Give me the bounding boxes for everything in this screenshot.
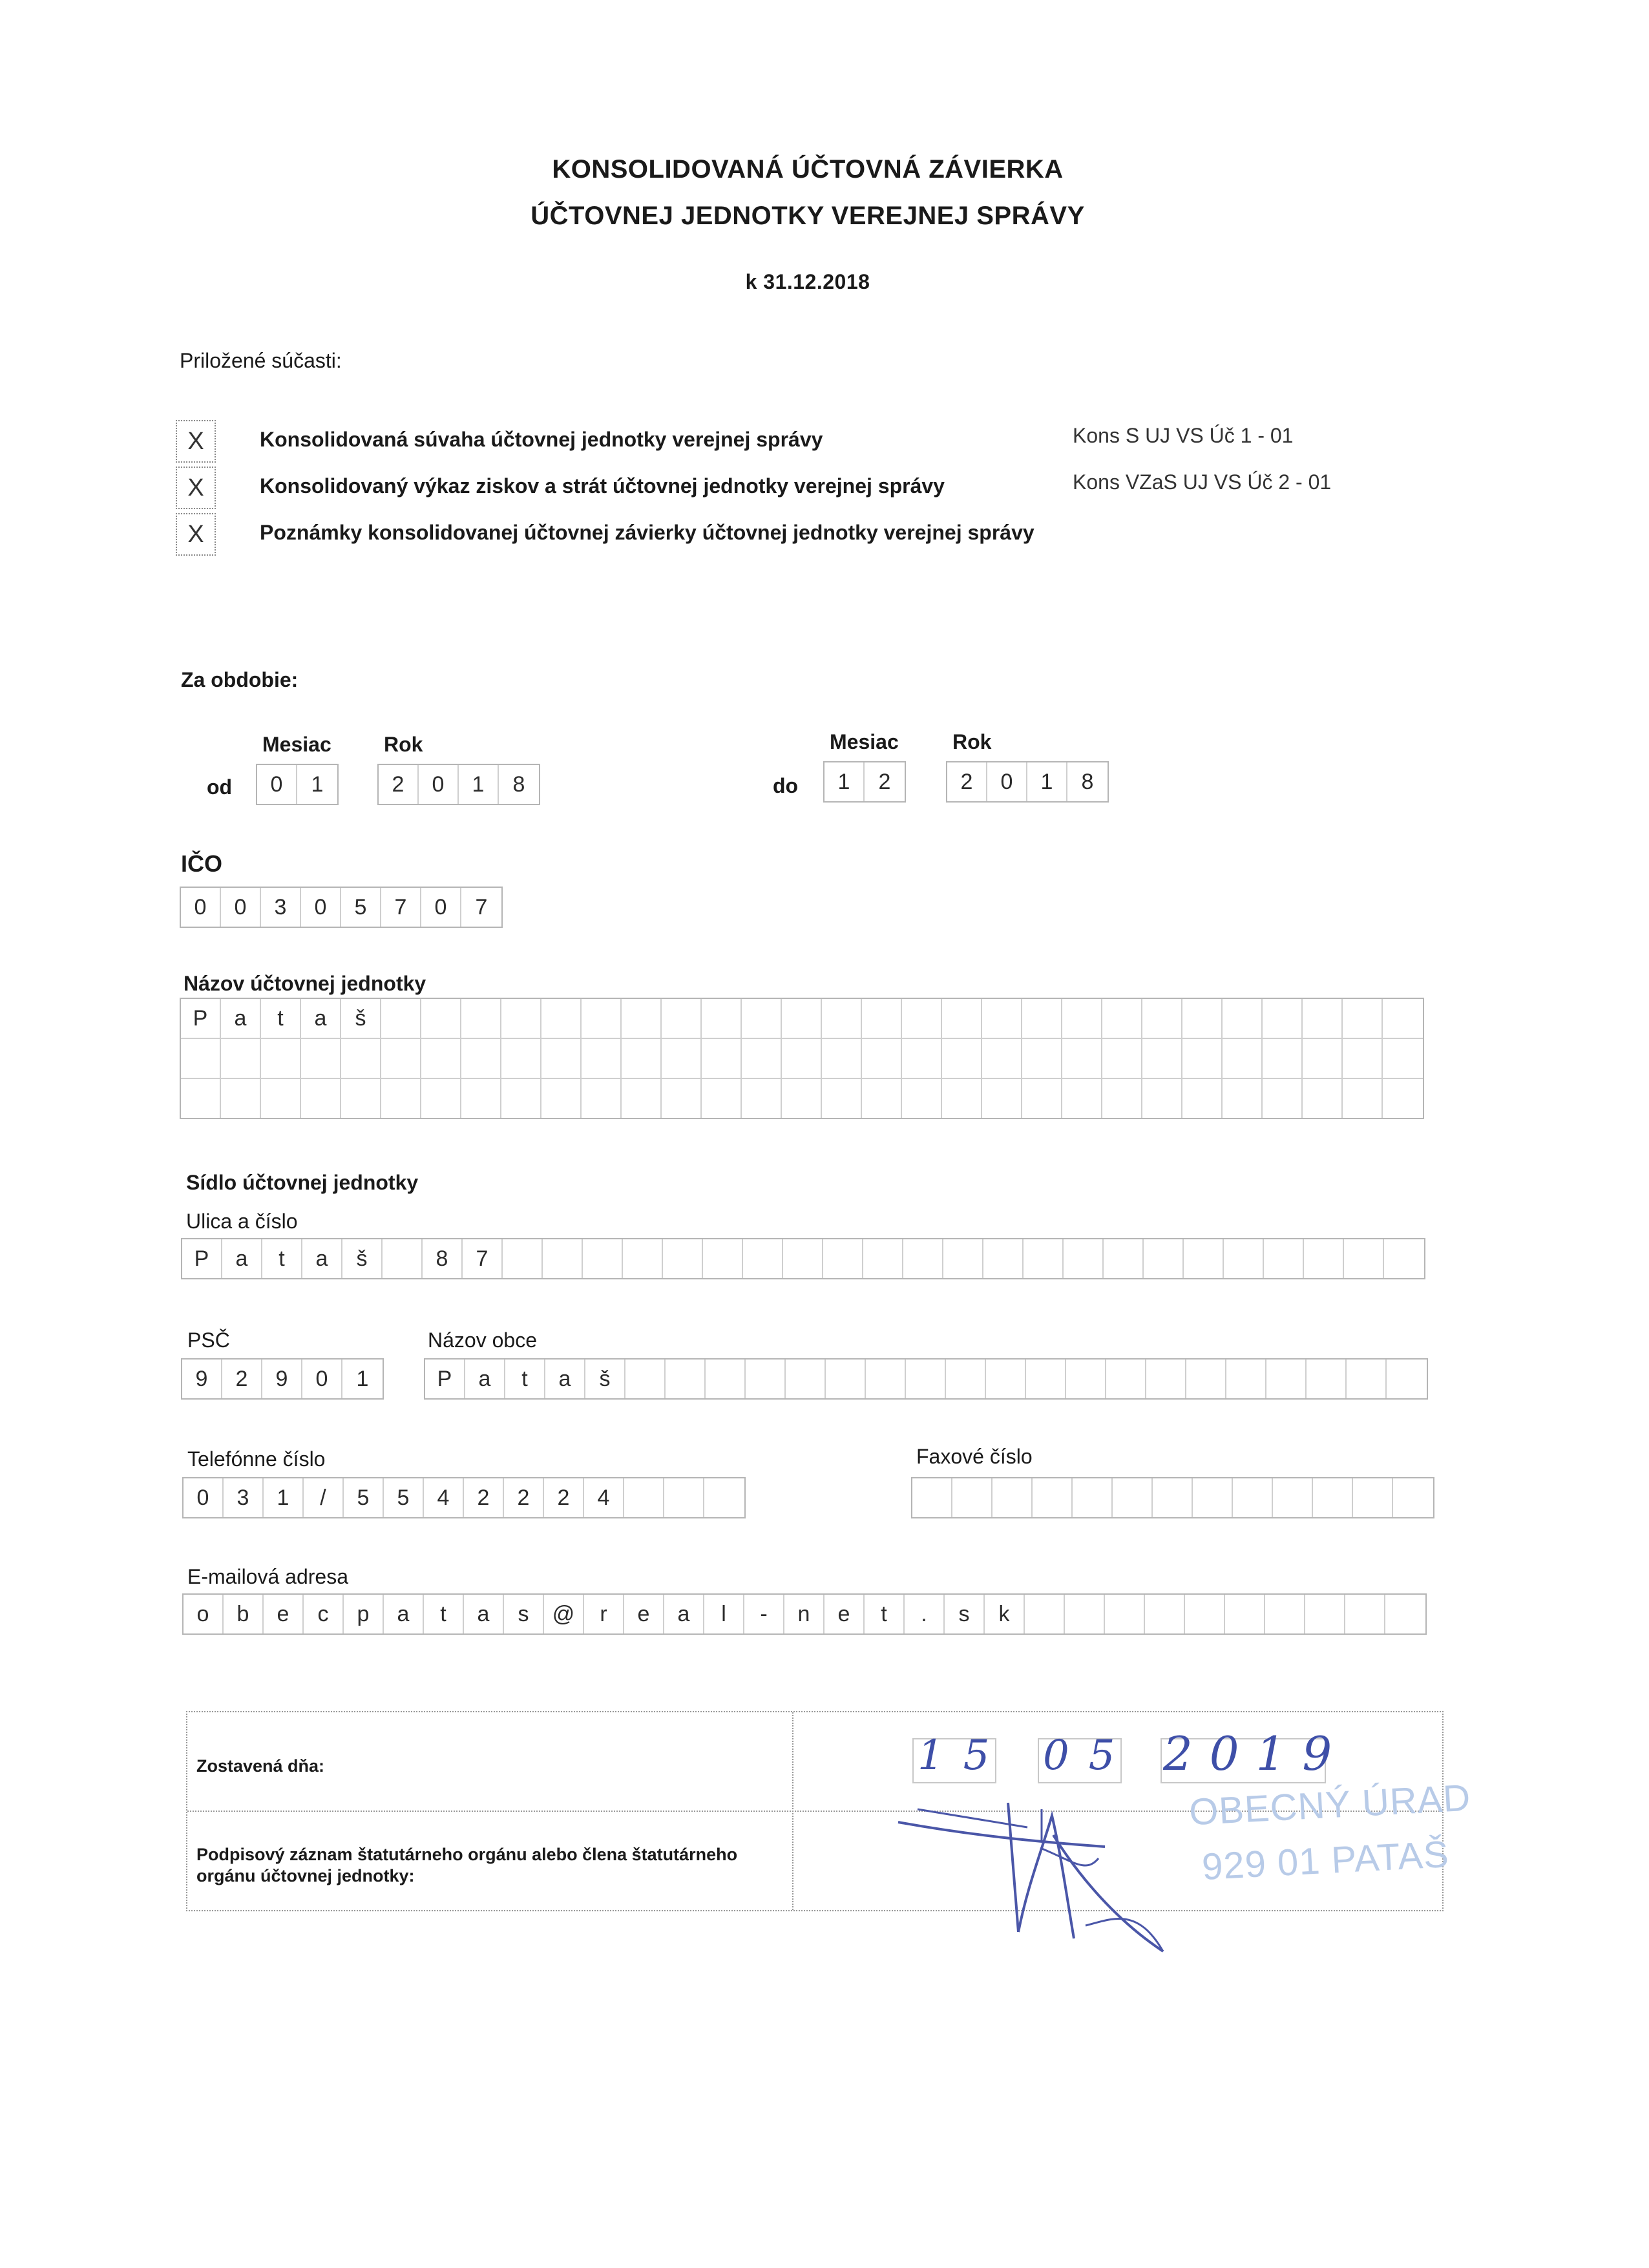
street-field-cell: t — [262, 1239, 302, 1278]
email-field-cell: b — [224, 1595, 264, 1633]
town-field-cell — [1226, 1360, 1266, 1398]
fax-label: Faxové číslo — [916, 1445, 1033, 1468]
entity-name-cell — [421, 1039, 461, 1078]
entity-name-cell — [181, 1079, 221, 1118]
entity-name-cell — [702, 1039, 742, 1078]
street-field-cell — [783, 1239, 823, 1278]
from-year-digit: 2 — [379, 765, 419, 804]
fax-field-cell — [1033, 1478, 1073, 1517]
street-field-cell: a — [222, 1239, 262, 1278]
town-field-cell: t — [505, 1360, 545, 1398]
ico-field[interactable] — [180, 887, 503, 928]
entity-name-cell — [421, 1079, 461, 1118]
street-field-cell — [383, 1239, 423, 1278]
compiled-day[interactable]: 15 — [918, 1732, 1009, 1780]
to-month-digit: 1 — [824, 762, 865, 801]
email-field-cell: @ — [544, 1595, 584, 1633]
phone-label: Telefónne číslo — [187, 1447, 326, 1471]
period-label: Za obdobie: — [181, 668, 299, 691]
ico-digit: 0 — [181, 888, 221, 927]
email-field-cell: e — [824, 1595, 865, 1633]
email-field-cell — [1065, 1595, 1105, 1633]
to-year-digit: 0 — [987, 762, 1027, 801]
street-field-cell — [1304, 1239, 1344, 1278]
entity-name-cell — [541, 1079, 582, 1118]
attachment-text-1: Konsolidovaná súvaha účtovnej jednotky verejnej správy — [260, 428, 823, 451]
signature-record-label: Podpisový záznam štatutárneho orgánu alebo člena štatutárneho orgánu účtovnej jednotky: — [196, 1845, 738, 1885]
street-field-cell — [1104, 1239, 1144, 1278]
street-field-cell: P — [182, 1239, 222, 1278]
from-month-digit: 1 — [311, 772, 324, 797]
entity-name-cell — [381, 999, 421, 1038]
fax-field-cell — [1353, 1478, 1393, 1517]
entity-name-cell — [301, 1079, 341, 1118]
town-field-cell — [1066, 1360, 1106, 1398]
email-field-cell: a — [464, 1595, 504, 1633]
entity-name-cell — [1263, 1039, 1303, 1078]
ico-digit: 3 — [261, 888, 301, 927]
email-field-cell — [1345, 1595, 1385, 1633]
from-year-digit: 1 — [459, 765, 499, 804]
stamp-line1: OBECNÝ ÚRAD — [1188, 1776, 1472, 1834]
town-field-cell — [986, 1360, 1026, 1398]
phone-field-cell: 1 — [264, 1478, 304, 1517]
entity-name-cell — [1062, 999, 1102, 1038]
entity-name-cell — [461, 999, 501, 1038]
street-field-cell — [983, 1239, 1024, 1278]
phone-field-cell: 2 — [504, 1478, 544, 1517]
street-label: Ulica a číslo — [186, 1210, 298, 1233]
email-field-cell — [1385, 1595, 1425, 1633]
report-date: k 31.12.2018 — [745, 270, 870, 293]
from-year-field[interactable] — [377, 764, 540, 805]
street-field-cell — [1344, 1239, 1384, 1278]
fax-field-cell — [1153, 1478, 1193, 1517]
to-year-label: Rok — [952, 730, 992, 753]
email-field-cell: k — [985, 1595, 1025, 1633]
email-field-cell — [1105, 1595, 1145, 1633]
email-field-cell: . — [905, 1595, 945, 1633]
town-field-cell — [1186, 1360, 1226, 1398]
entity-name-cell: P — [181, 999, 221, 1038]
entity-name-cell: a — [301, 999, 341, 1038]
entity-name-cell — [622, 1039, 662, 1078]
entity-name-cell — [1102, 1039, 1142, 1078]
attachment-code-1: Kons S UJ VS Úč 1 - 01 — [1073, 424, 1294, 447]
ico-digit: 0 — [221, 888, 261, 927]
entity-name-cell — [1223, 1039, 1263, 1078]
entity-name-cell — [942, 1079, 982, 1118]
entity-name-cell — [742, 1079, 782, 1118]
entity-name-cell — [982, 999, 1022, 1038]
town-field-cell: š — [585, 1360, 625, 1398]
entity-name-cell — [1142, 999, 1182, 1038]
entity-name-cell — [622, 999, 662, 1038]
entity-name-cell — [501, 999, 541, 1038]
entity-name-cell — [381, 1079, 421, 1118]
stamp-line2: 929 01 PATAŠ — [1201, 1833, 1451, 1888]
street-field-cell — [1064, 1239, 1104, 1278]
email-field-cell — [1225, 1595, 1265, 1633]
email-field-cell: t — [424, 1595, 464, 1633]
to-year-digit: 8 — [1081, 770, 1094, 794]
entity-name-cell — [1303, 999, 1343, 1038]
seat-label: Sídlo účtovnej jednotky — [186, 1171, 419, 1194]
entity-name-cell — [341, 1039, 381, 1078]
street-field-cell: š — [342, 1239, 383, 1278]
entity-name-cell — [1102, 1079, 1142, 1118]
entity-name-cell — [982, 1039, 1022, 1078]
entity-name-cell — [221, 1039, 261, 1078]
entity-name-cell — [1343, 1039, 1383, 1078]
entity-name-cell — [582, 999, 622, 1038]
email-field-cell — [1185, 1595, 1225, 1633]
street-field-cell — [1184, 1239, 1224, 1278]
phone-field-cell: 4 — [424, 1478, 464, 1517]
email-field-cell: s — [504, 1595, 544, 1633]
entity-name-row-1 — [181, 999, 1423, 1039]
fax-field-cell — [912, 1478, 952, 1517]
email-field-cell: n — [784, 1595, 824, 1633]
psc-field-cell: 2 — [222, 1360, 262, 1398]
entity-name-cell — [1223, 1079, 1263, 1118]
phone-field-cell: 2 — [544, 1478, 584, 1517]
entity-name-cell — [1263, 999, 1303, 1038]
street-field-cell — [903, 1239, 943, 1278]
to-month-label: Mesiac — [830, 730, 899, 753]
street-field-cell — [1144, 1239, 1184, 1278]
from-month-field[interactable] — [256, 764, 339, 805]
entity-name-cell — [1022, 999, 1062, 1038]
attachment-text-3: Poznámky konsolidovanej účtovnej závierky účtovnej jednotky verejnej správy — [260, 521, 1035, 544]
ico-digit: 5 — [341, 888, 381, 927]
entity-name-cell — [1182, 1039, 1223, 1078]
attachment-checkbox-3[interactable]: X — [176, 513, 216, 556]
email-field-cell: r — [584, 1595, 624, 1633]
entity-name-row-2 — [181, 1039, 1423, 1079]
town-field-cell — [706, 1360, 746, 1398]
email-field-cell: a — [384, 1595, 424, 1633]
page-title-line2: ÚČTOVNEJ JEDNOTKY VEREJNEJ SPRÁVY — [530, 202, 1085, 230]
entity-name-cell — [662, 999, 702, 1038]
entity-name-cell — [1062, 1079, 1102, 1118]
ico-digit: 0 — [301, 888, 341, 927]
from-year-label: Rok — [384, 733, 423, 756]
from-year-digit: 8 — [512, 772, 525, 797]
entity-name-cell — [902, 999, 942, 1038]
entity-name-cell — [582, 1079, 622, 1118]
entity-name-cell — [541, 1039, 582, 1078]
fax-field-cell — [1313, 1478, 1353, 1517]
attachment-checkbox-2[interactable]: X — [176, 467, 216, 509]
entity-name-cell — [822, 999, 862, 1038]
email-field-cell: s — [945, 1595, 985, 1633]
entity-name-cell — [902, 1079, 942, 1118]
entity-name-cell — [1182, 999, 1223, 1038]
to-month-digit: 2 — [878, 770, 891, 794]
entity-name-cell — [461, 1079, 501, 1118]
entity-name-cell — [301, 1039, 341, 1078]
entity-name-cell — [181, 1039, 221, 1078]
entity-name-cell — [381, 1039, 421, 1078]
entity-name-cell — [1062, 1039, 1102, 1078]
street-field-cell — [743, 1239, 783, 1278]
to-month-field[interactable] — [823, 761, 906, 803]
email-field-cell: e — [624, 1595, 664, 1633]
street-field-cell: 7 — [463, 1239, 503, 1278]
street-field-cell — [1224, 1239, 1264, 1278]
town-field-cell — [746, 1360, 786, 1398]
attachment-checkbox-1[interactable]: X — [176, 420, 216, 463]
town-field-cell — [866, 1360, 906, 1398]
phone-field-cell: / — [304, 1478, 344, 1517]
fax-field-cell — [1393, 1478, 1433, 1517]
phone-field-cell: 5 — [344, 1478, 384, 1517]
fax-field-cell — [952, 1478, 993, 1517]
entity-name-cell — [822, 1039, 862, 1078]
entity-name-cell: t — [261, 999, 301, 1038]
town-field-cell: P — [425, 1360, 465, 1398]
from-month-label: Mesiac — [262, 733, 331, 756]
fax-field-cell — [1273, 1478, 1313, 1517]
fax-field-cell — [1233, 1478, 1273, 1517]
town-field-cell — [1387, 1360, 1427, 1398]
entity-name-cell — [942, 1039, 982, 1078]
entity-name-cell — [702, 1079, 742, 1118]
town-field-cell — [1146, 1360, 1186, 1398]
entity-name-cell — [782, 1039, 822, 1078]
town-field-cell — [1347, 1360, 1387, 1398]
ico-digit: 7 — [475, 895, 488, 919]
street-field-cell: 8 — [423, 1239, 463, 1278]
email-field-cell: e — [264, 1595, 304, 1633]
email-field-cell — [1265, 1595, 1305, 1633]
email-label: E-mailová adresa — [187, 1565, 348, 1588]
compiled-year[interactable]: 2019 — [1163, 1727, 1349, 1781]
ico-label: IČO — [181, 850, 223, 877]
street-field-cell — [503, 1239, 543, 1278]
entity-name-cell — [702, 999, 742, 1038]
entity-name-cell — [1383, 1039, 1423, 1078]
attachment-text-2: Konsolidovaný výkaz ziskov a strát účtovnej jednotky verejnej správy — [260, 474, 945, 498]
attachments-label: Priložené súčasti: — [180, 349, 342, 372]
entity-name-cell — [982, 1079, 1022, 1118]
psc-field-cell: 9 — [262, 1360, 302, 1398]
entity-name-cell — [341, 1079, 381, 1118]
town-field-cell — [946, 1360, 986, 1398]
entity-name-cell — [1343, 999, 1383, 1038]
entity-name-cell — [501, 1079, 541, 1118]
town-field-cell — [1307, 1360, 1347, 1398]
to-year-digit: 2 — [947, 762, 987, 801]
phone-field-cell: 4 — [584, 1478, 624, 1517]
entity-name-cell — [541, 999, 582, 1038]
email-field-cell: p — [344, 1595, 384, 1633]
entity-name-cell — [421, 999, 461, 1038]
email-field-cell: a — [664, 1595, 704, 1633]
entity-name-cell — [1223, 999, 1263, 1038]
entity-name-cell — [1303, 1039, 1343, 1078]
from-label: od — [207, 775, 233, 799]
ico-digit: 0 — [421, 888, 461, 927]
street-field-cell — [1024, 1239, 1064, 1278]
entity-name-cell — [1102, 999, 1142, 1038]
psc-field-cell: 0 — [302, 1360, 342, 1398]
town-field-cell: a — [465, 1360, 505, 1398]
email-field-cell — [1305, 1595, 1345, 1633]
entity-name-row-3 — [181, 1079, 1423, 1118]
to-year-digit: 1 — [1027, 762, 1067, 801]
street-field-cell — [583, 1239, 623, 1278]
entity-name-label: Názov účtovnej jednotky — [184, 972, 426, 995]
psc-field[interactable] — [181, 1358, 384, 1400]
email-field-cell — [1145, 1595, 1185, 1633]
town-field-cell — [666, 1360, 706, 1398]
street-field-cell — [863, 1239, 903, 1278]
entity-name-cell — [862, 1079, 902, 1118]
street-field-cell — [663, 1239, 703, 1278]
psc-label: PSČ — [187, 1328, 230, 1352]
to-year-field[interactable] — [946, 761, 1109, 803]
entity-name-cell — [582, 1039, 622, 1078]
street-field-cell — [623, 1239, 663, 1278]
entity-name-cell — [902, 1039, 942, 1078]
entity-name-cell — [742, 1039, 782, 1078]
fax-field-cell — [993, 1478, 1033, 1517]
entity-name-cell — [1022, 1039, 1062, 1078]
entity-name-cell: š — [341, 999, 381, 1038]
phone-field-cell: 5 — [384, 1478, 424, 1517]
entity-name-cell — [1142, 1079, 1182, 1118]
entity-name-cell — [1022, 1079, 1062, 1118]
email-field-cell: l — [704, 1595, 744, 1633]
entity-name-cell — [782, 1079, 822, 1118]
entity-name-cell — [1383, 999, 1423, 1038]
entity-name-cell — [1383, 1079, 1423, 1118]
town-field-cell — [906, 1360, 946, 1398]
street-field-cell — [1384, 1239, 1424, 1278]
entity-name-cell — [1303, 1079, 1343, 1118]
fax-field-cell — [1193, 1478, 1233, 1517]
phone-field[interactable] — [182, 1477, 746, 1518]
compiled-month[interactable]: 05 — [1043, 1732, 1135, 1780]
entity-name-cell — [1182, 1079, 1223, 1118]
fax-field-cell — [1073, 1478, 1113, 1517]
psc-field-cell: 9 — [182, 1360, 222, 1398]
street-field-cell — [543, 1239, 583, 1278]
entity-name-cell — [461, 1039, 501, 1078]
fax-field[interactable] — [911, 1477, 1434, 1518]
entity-name-cell — [822, 1079, 862, 1118]
entity-name-cell — [862, 999, 902, 1038]
email-field-cell: o — [184, 1595, 224, 1633]
street-field-cell — [1264, 1239, 1304, 1278]
entity-name-cell — [221, 1079, 261, 1118]
town-field-cell — [786, 1360, 826, 1398]
phone-field-cell: 2 — [464, 1478, 504, 1517]
email-field-cell — [1025, 1595, 1065, 1633]
entity-name-cell: a — [221, 999, 261, 1038]
street-field-cell: a — [302, 1239, 342, 1278]
town-field-cell — [1106, 1360, 1146, 1398]
to-label: do — [773, 774, 799, 797]
entity-name-cell — [782, 999, 822, 1038]
phone-field-cell — [704, 1478, 744, 1517]
fax-field-cell — [1113, 1478, 1153, 1517]
ico-digit: 7 — [381, 888, 421, 927]
psc-field-cell: 1 — [356, 1367, 369, 1391]
town-field-cell — [1266, 1360, 1307, 1398]
town-field-cell — [1026, 1360, 1066, 1398]
town-field-cell: a — [545, 1360, 585, 1398]
entity-name-cell — [261, 1039, 301, 1078]
town-label: Názov obce — [428, 1328, 537, 1352]
phone-field-cell — [664, 1478, 704, 1517]
street-field-cell — [823, 1239, 863, 1278]
entity-name-cell — [622, 1079, 662, 1118]
town-field-cell — [625, 1360, 666, 1398]
page-title-line1: KONSOLIDOVANÁ ÚČTOVNÁ ZÁVIERKA — [552, 155, 1064, 184]
entity-name-field[interactable] — [180, 998, 1424, 1119]
email-field-cell: c — [304, 1595, 344, 1633]
entity-name-cell — [742, 999, 782, 1038]
town-field-cell — [826, 1360, 866, 1398]
email-field[interactable] — [182, 1593, 1427, 1635]
phone-field-cell — [624, 1478, 664, 1517]
entity-name-cell — [942, 999, 982, 1038]
compiled-date-label: Zostavená dňa: — [196, 1756, 325, 1776]
attachment-code-2: Kons VZaS UJ VS Úč 2 - 01 — [1073, 470, 1332, 494]
entity-name-cell — [662, 1039, 702, 1078]
entity-name-cell — [1343, 1079, 1383, 1118]
street-field[interactable] — [181, 1238, 1425, 1279]
entity-name-cell — [261, 1079, 301, 1118]
entity-name-cell — [1263, 1079, 1303, 1118]
signature-scribble — [892, 1796, 1189, 1964]
email-field-cell: t — [865, 1595, 905, 1633]
email-field-cell: - — [744, 1595, 784, 1633]
entity-name-cell — [862, 1039, 902, 1078]
town-field[interactable] — [424, 1358, 1428, 1400]
entity-name-cell — [501, 1039, 541, 1078]
from-month-digit: 0 — [257, 765, 297, 804]
entity-name-cell — [662, 1079, 702, 1118]
phone-field-cell: 3 — [224, 1478, 264, 1517]
entity-name-cell — [1142, 1039, 1182, 1078]
street-field-cell — [943, 1239, 983, 1278]
phone-field-cell: 0 — [184, 1478, 224, 1517]
street-field-cell — [703, 1239, 743, 1278]
from-year-digit: 0 — [419, 765, 459, 804]
